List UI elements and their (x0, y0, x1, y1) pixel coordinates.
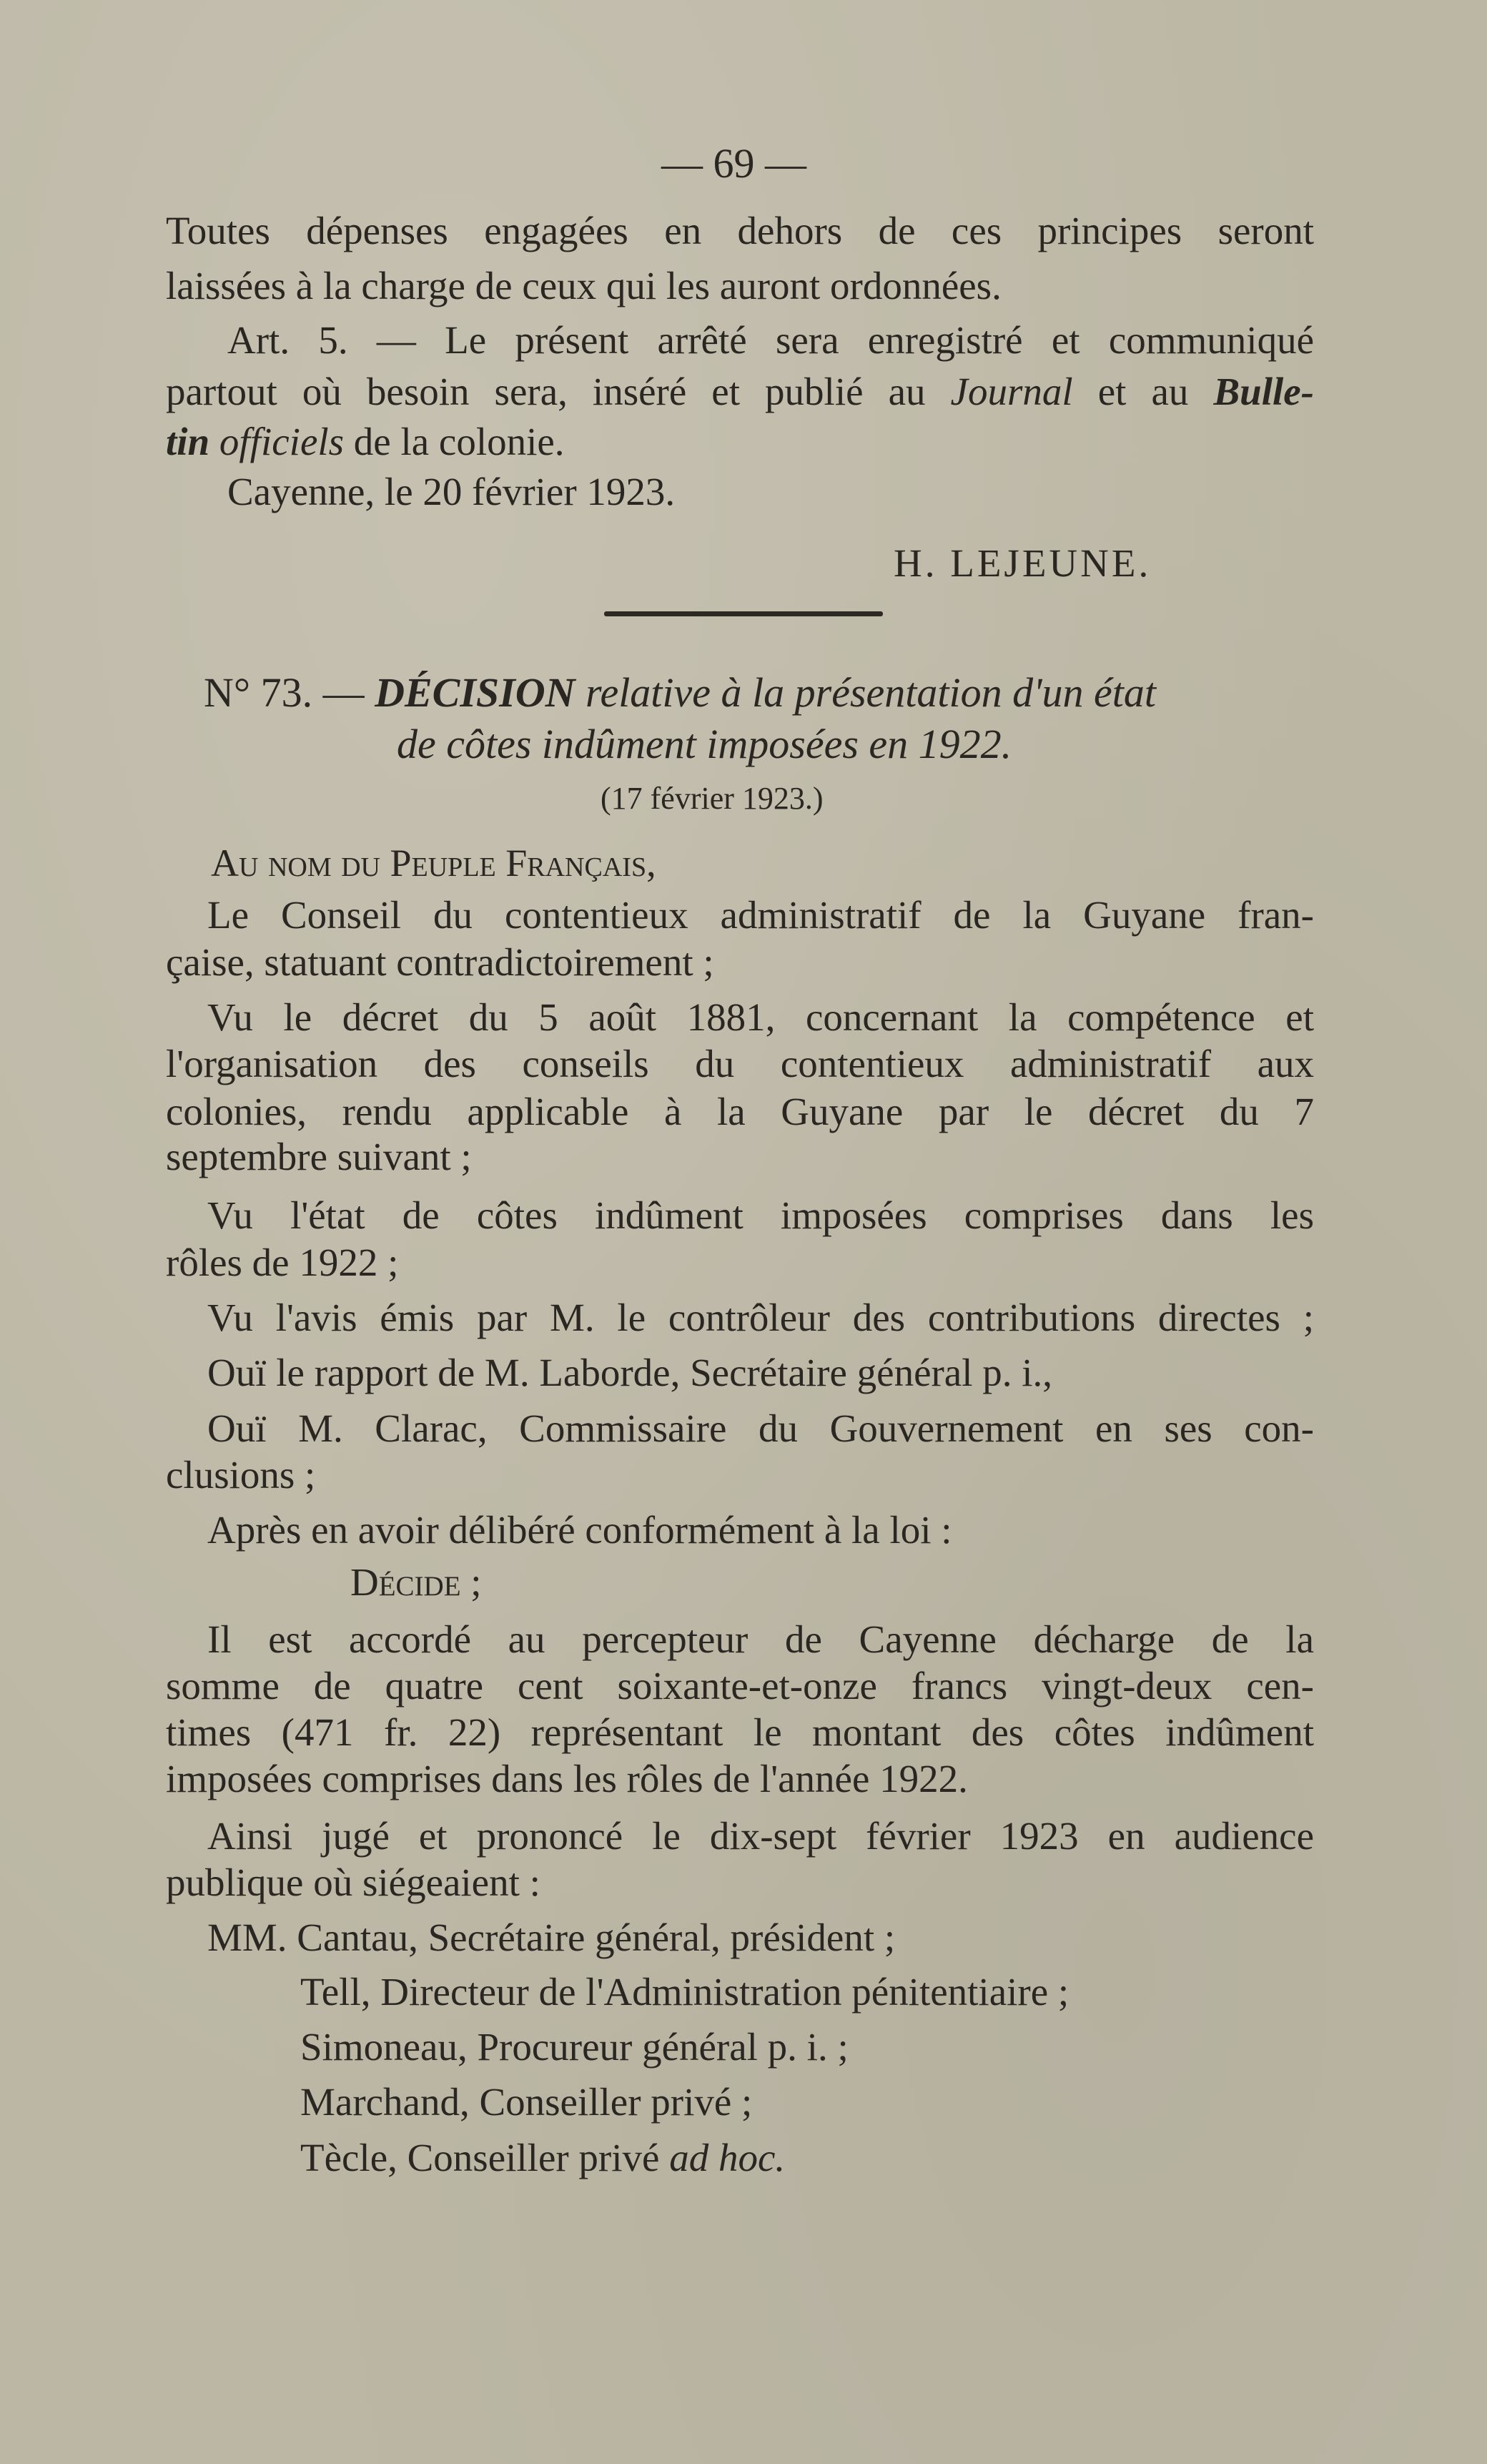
bulletin-word: Bulle- (1213, 370, 1314, 413)
body-line-18: imposées comprises dans les rôles de l'année 1922. (166, 1757, 968, 1800)
body-line-7: Vu l'état de côtes indûment imposées comprises dans les (207, 1193, 1314, 1237)
body-line-4: l'organisation des conseils du contentieux administratif aux (166, 1042, 1314, 1085)
body-line-1: Le Conseil du contentieux administratif de la Guyane fran- (207, 893, 1314, 937)
body-line-2: çaise, statuant contradictoirement ; (166, 940, 714, 984)
body-line-3: Vu le décret du 5 août 1881, concernant la compétence et (207, 995, 1314, 1039)
art5-line-2-b: et au (1072, 370, 1214, 413)
decision-number: N° 73. — (204, 669, 375, 716)
body-line-21: MM. Cantau, Secrétaire général, président ; (207, 1916, 896, 1959)
body-line-9: Vu l'avis émis par M. le contrôleur des contributions directes ; (207, 1296, 1314, 1339)
section-divider (604, 611, 883, 616)
body-line-17: times (471 fr. 22) représentant le montant des côtes indûment (166, 1710, 1314, 1754)
body-line-13: Après en avoir délibéré conformément à la loi : (207, 1508, 952, 1552)
tecle-line: Tècle, Conseiller privé (300, 2136, 670, 2179)
officiels-word: officiels (209, 420, 345, 463)
body-line-23: Simoneau, Procureur général p. i. ; (300, 2025, 849, 2069)
journal-word: Journal (950, 370, 1073, 413)
body-line-15: Il est accordé au percepteur de Cayenne décharge de la (207, 1617, 1314, 1661)
body-line-8: rôles de 1922 ; (166, 1241, 399, 1284)
body-line-12: clusions ; (166, 1453, 316, 1497)
decide-heading: Décide ; (350, 1560, 482, 1604)
decision-date: (17 février 1923.) (601, 781, 824, 816)
body-line-24: Marchand, Conseiller privé ; (300, 2080, 753, 2124)
decision-title-line-2: de côtes indûment imposées en 1922. (397, 721, 1012, 767)
au-nom-du-peuple: Au nom du Peuple Français, (211, 842, 656, 884)
body-line-16: somme de quatre cent soixante-et-onze francs vingt-deux cen- (166, 1664, 1314, 1707)
ad-hoc: ad hoc. (669, 2136, 786, 2179)
art5-line-1: Art. 5. — Le présent arrêté sera enregistré et communiqué (227, 318, 1314, 362)
art5-line-3-b: de la colonie. (344, 420, 565, 463)
body-line-20: publique où siégeaient : (166, 1861, 540, 1904)
place-date: Cayenne, le 20 février 1923. (227, 470, 676, 513)
previous-decree-line-1: Toutes dépenses engagées en dehors de ces principes seront (166, 209, 1314, 252)
art5-line-3 (166, 422, 565, 461)
previous-decree-line-2: laissées à la charge de ceux qui les auront ordonnées. (166, 264, 1002, 307)
art5-line-2 (166, 372, 1314, 411)
body-line-10: Ouï le rapport de M. Laborde, Secrétaire général p. i., (207, 1351, 1053, 1394)
body-line-19: Ainsi jugé et prononcé le dix-sept février 1923 en audience (207, 1814, 1314, 1858)
signature: H. LEJEUNE. (894, 541, 1152, 585)
art5-line-2-a: partout où besoin sera, inséré et publié au (166, 370, 951, 413)
body-line-11: Ouï M. Clarac, Commissaire du Gouvernement en ses con- (207, 1406, 1314, 1450)
body-line-25 (300, 2138, 785, 2177)
body-line-6: septembre suivant ; (166, 1135, 472, 1178)
decision-title-rest: relative à la présentation d'un état (575, 669, 1156, 716)
decision-title-line-1 (204, 669, 1156, 716)
page-number: — 69 — (661, 140, 806, 187)
body-line-5: colonies, rendu applicable à la Guyane par le décret du 7 (166, 1090, 1314, 1133)
bulletin-word-end: tin (166, 420, 210, 463)
decision-label: DÉCISION (375, 669, 575, 716)
body-line-22: Tell, Directeur de l'Administration pénitentiaire ; (300, 1970, 1069, 2014)
